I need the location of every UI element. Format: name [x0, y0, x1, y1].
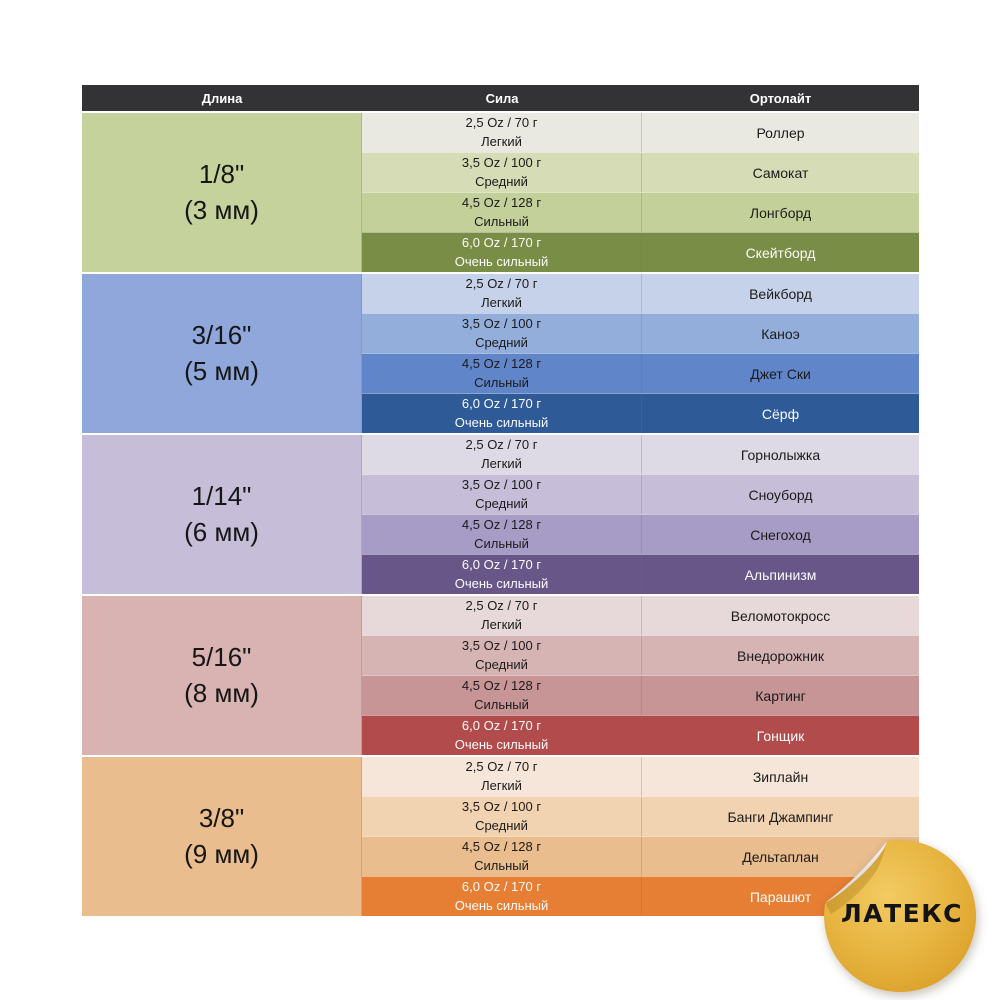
force-cell [362, 153, 642, 192]
force-cell [362, 596, 642, 635]
force-weight: 6,0 Oz / 170 г [461, 235, 542, 251]
length-cell [82, 274, 362, 433]
table-row [362, 393, 919, 433]
force-cell [362, 877, 642, 916]
force-label: Легкий [481, 133, 522, 149]
table-row [362, 192, 919, 232]
force-weight: 2,5 Oz / 70 г [465, 759, 538, 775]
length-mm: (5 мм) [184, 355, 259, 386]
force-weight: 6,0 Oz / 170 г [461, 879, 542, 895]
length-cell [82, 596, 362, 755]
force-weight: 3,5 Oz / 100 г [461, 477, 542, 493]
table-row [362, 715, 919, 755]
table-group-orange [82, 755, 919, 916]
force-weight: 3,5 Oz / 100 г [461, 316, 542, 332]
force-label: Сильный [474, 857, 529, 873]
force-cell [362, 837, 642, 876]
column-header-strength: Сила [485, 90, 519, 106]
force-cell [362, 314, 642, 353]
force-label: Средний [475, 334, 528, 350]
table-group-green [82, 111, 919, 272]
force-weight: 4,5 Oz / 128 г [461, 517, 542, 533]
length-inches: 3/8" [198, 803, 245, 834]
force-label: Очень сильный [454, 253, 549, 269]
force-cell [362, 233, 642, 272]
force-weight: 4,5 Oz / 128 г [461, 839, 542, 855]
force-weight: 3,5 Oz / 100 г [461, 155, 542, 171]
name-cell: Самокат [752, 164, 809, 181]
sticker-label: ЛАТЕКС [840, 899, 964, 928]
table-row [362, 313, 919, 353]
force-cell [362, 113, 642, 152]
table-row [362, 435, 919, 474]
force-cell [362, 555, 642, 594]
name-cell: Скейтборд [745, 244, 816, 261]
table-header [82, 85, 919, 111]
name-cell: Парашют [749, 888, 812, 905]
name-cell: Внедорожник [737, 647, 824, 664]
force-cell [362, 394, 642, 433]
force-label: Средний [475, 656, 528, 672]
force-cell [362, 475, 642, 514]
name-cell: Лонгборд [749, 204, 812, 221]
force-cell [362, 274, 642, 313]
length-inches: 3/16" [191, 320, 252, 351]
force-weight: 2,5 Oz / 70 г [465, 276, 538, 292]
length-inches: 5/16" [191, 642, 252, 673]
force-weight: 6,0 Oz / 170 г [461, 396, 542, 412]
size-strength-table [82, 85, 919, 916]
name-cell: Зиплайн [752, 768, 809, 785]
table-row [362, 554, 919, 594]
force-label: Легкий [481, 294, 522, 310]
force-weight: 2,5 Oz / 70 г [465, 598, 538, 614]
length-mm: (9 мм) [184, 838, 259, 869]
force-label: Сильный [474, 535, 529, 551]
table-group-red [82, 594, 919, 755]
force-label: Средний [475, 495, 528, 511]
name-cell: Каноэ [761, 325, 800, 342]
table-row [362, 635, 919, 675]
force-label: Сильный [474, 213, 529, 229]
force-cell [362, 354, 642, 393]
table-group-blue [82, 272, 919, 433]
name-cell: Горнолыжка [740, 446, 821, 463]
force-cell [362, 193, 642, 232]
name-cell: Гонщик [756, 727, 805, 744]
table-row [362, 675, 919, 715]
force-label: Очень сильный [454, 736, 549, 752]
table-row [362, 274, 919, 313]
table-row [362, 353, 919, 393]
sticker-graphic [816, 830, 980, 994]
name-cell: Джет Ски [750, 365, 811, 382]
length-cell [82, 435, 362, 594]
name-cell: Картинг [755, 687, 806, 704]
column-header-length: Длина [201, 90, 243, 106]
force-weight: 6,0 Oz / 170 г [461, 718, 542, 734]
name-cell: Вейкборд [749, 285, 812, 302]
latex-sticker [816, 830, 980, 994]
length-mm: (3 мм) [184, 194, 259, 225]
column-header-ortholite: Ортолайт [749, 90, 812, 106]
force-weight: 4,5 Oz / 128 г [461, 356, 542, 372]
force-cell [362, 636, 642, 675]
name-cell: Снегоход [750, 526, 811, 543]
force-weight: 4,5 Oz / 128 г [461, 195, 542, 211]
name-cell: Роллер [756, 124, 805, 141]
length-inches: 1/8" [198, 159, 245, 190]
name-cell: Веломотокросс [730, 607, 831, 624]
force-label: Легкий [481, 777, 522, 793]
name-cell: Банги Джампинг [727, 808, 834, 825]
force-label: Средний [475, 173, 528, 189]
force-label: Сильный [474, 696, 529, 712]
force-cell [362, 757, 642, 796]
table-group-purple [82, 433, 919, 594]
force-label: Средний [475, 817, 528, 833]
force-label: Легкий [481, 616, 522, 632]
table-row [362, 113, 919, 152]
table-row [362, 152, 919, 192]
name-cell: Сёрф [761, 405, 800, 422]
table-row [362, 514, 919, 554]
force-weight: 2,5 Oz / 70 г [465, 437, 538, 453]
name-cell: Сноуборд [748, 486, 813, 503]
name-cell: Альпинизм [744, 566, 817, 583]
length-mm: (6 мм) [184, 516, 259, 547]
table-row [362, 596, 919, 635]
force-label: Очень сильный [454, 897, 549, 913]
length-mm: (8 мм) [184, 677, 259, 708]
force-cell [362, 435, 642, 474]
table-row [362, 474, 919, 514]
force-weight: 6,0 Oz / 170 г [461, 557, 542, 573]
force-cell [362, 797, 642, 836]
force-weight: 2,5 Oz / 70 г [465, 115, 538, 131]
force-label: Очень сильный [454, 575, 549, 591]
length-cell [82, 757, 362, 916]
force-label: Очень сильный [454, 414, 549, 430]
force-label: Легкий [481, 455, 522, 471]
force-weight: 4,5 Oz / 128 г [461, 678, 542, 694]
table-row [362, 757, 919, 796]
table-row [362, 232, 919, 272]
force-label: Сильный [474, 374, 529, 390]
force-weight: 3,5 Oz / 100 г [461, 638, 542, 654]
force-cell [362, 716, 642, 755]
name-cell: Дельтаплан [742, 848, 819, 865]
force-cell [362, 676, 642, 715]
force-cell [362, 515, 642, 554]
force-weight: 3,5 Oz / 100 г [461, 799, 542, 815]
length-inches: 1/14" [191, 481, 252, 512]
length-cell [82, 113, 362, 272]
